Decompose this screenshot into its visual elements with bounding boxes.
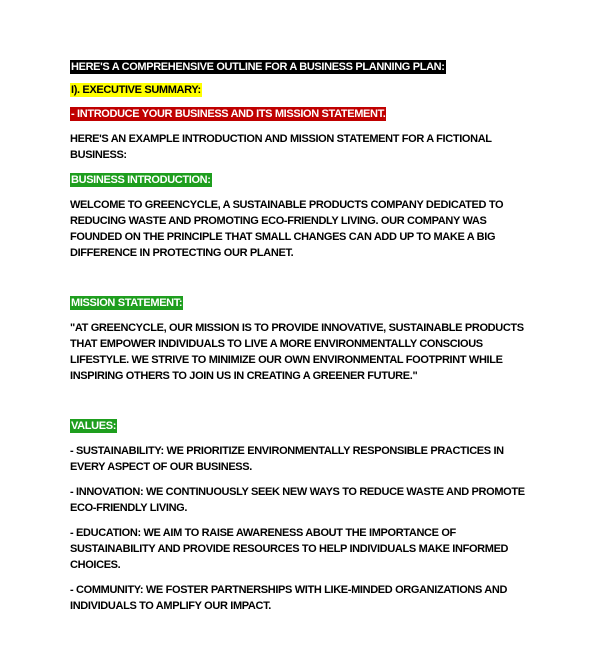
section-heading-executive-summary: I). EXECUTIVE SUMMARY: xyxy=(71,84,201,96)
document-page xyxy=(70,59,540,614)
business-intro-paragraph: WELCOME TO GREENCYCLE, A SUSTAINABLE PRODUCTS COMPANY DEDICATED TO REDUCING WASTE AND PROMOTING ECO-FRIENDLY LIVING. OUR COMPANY WAS FOUNDED ON THE PRINCIPLE THAT SMALL CHANGES CAN ADD UP TO MAKE A BIG DIFFERENCE IN PROTECTING OUR PLANET. xyxy=(70,199,504,259)
values-heading: VALUES: xyxy=(71,420,117,432)
business-intro-heading: BUSINESS INTRODUCTION: xyxy=(71,174,211,186)
mission-heading: MISSION STATEMENT: xyxy=(71,297,183,309)
mission-heading-line xyxy=(70,295,540,311)
title-line xyxy=(70,59,540,75)
mission-paragraph: "AT GREENCYCLE, OUR MISSION IS TO PROVIDE INNOVATIVE, SUSTAINABLE PRODUCTS THAT EMPOWER INDIVIDUALS TO LIVE A MORE ENVIRONMENTALLY CONSCIOUS LIFESTYLE. WE STRIVE TO MINIMIZE OUR OWN ENVIRONMENTAL FOOTPRINT WHILE INSPIRING OTHERS TO JOIN US IN CREATING A GREENER FUTURE." xyxy=(70,322,524,382)
values-heading-line xyxy=(70,418,540,434)
value-item-education: - EDUCATION: WE AIM TO RAISE AWARENESS ABOUT THE IMPORTANCE OF SUSTAINABILITY AND PROVIDE RESOURCES TO HELP INDIVIDUALS MAKE INFORMED CHOICES. xyxy=(70,527,509,571)
document-title: HERE'S A COMPREHENSIVE OUTLINE FOR A BUSINESS PLANNING PLAN: xyxy=(71,61,445,73)
business-intro-heading-line xyxy=(70,172,540,188)
subsection-heading: - INTRODUCE YOUR BUSINESS AND ITS MISSION STATEMENT. xyxy=(71,108,386,120)
subsection-line xyxy=(70,106,540,122)
value-item-sustainability: - SUSTAINABILITY: WE PRIORITIZE ENVIRONMENTALLY RESPONSIBLE PRACTICES IN EVERY ASPECT OF OUR BUSINESS. xyxy=(70,445,504,473)
value-item-community: - COMMUNITY: WE FOSTER PARTNERSHIPS WITH LIKE-MINDED ORGANIZATIONS AND INDIVIDUALS TO AMPLIFY OUR IMPACT. xyxy=(70,584,508,612)
section-line xyxy=(70,82,540,98)
value-item-innovation: - INNOVATION: WE CONTINUOUSLY SEEK NEW WAYS TO REDUCE WASTE AND PROMOTE ECO-FRIENDLY LIVING. xyxy=(70,486,525,514)
intro-paragraph: HERE'S AN EXAMPLE INTRODUCTION AND MISSION STATEMENT FOR A FICTIONAL BUSINESS: xyxy=(70,133,492,161)
